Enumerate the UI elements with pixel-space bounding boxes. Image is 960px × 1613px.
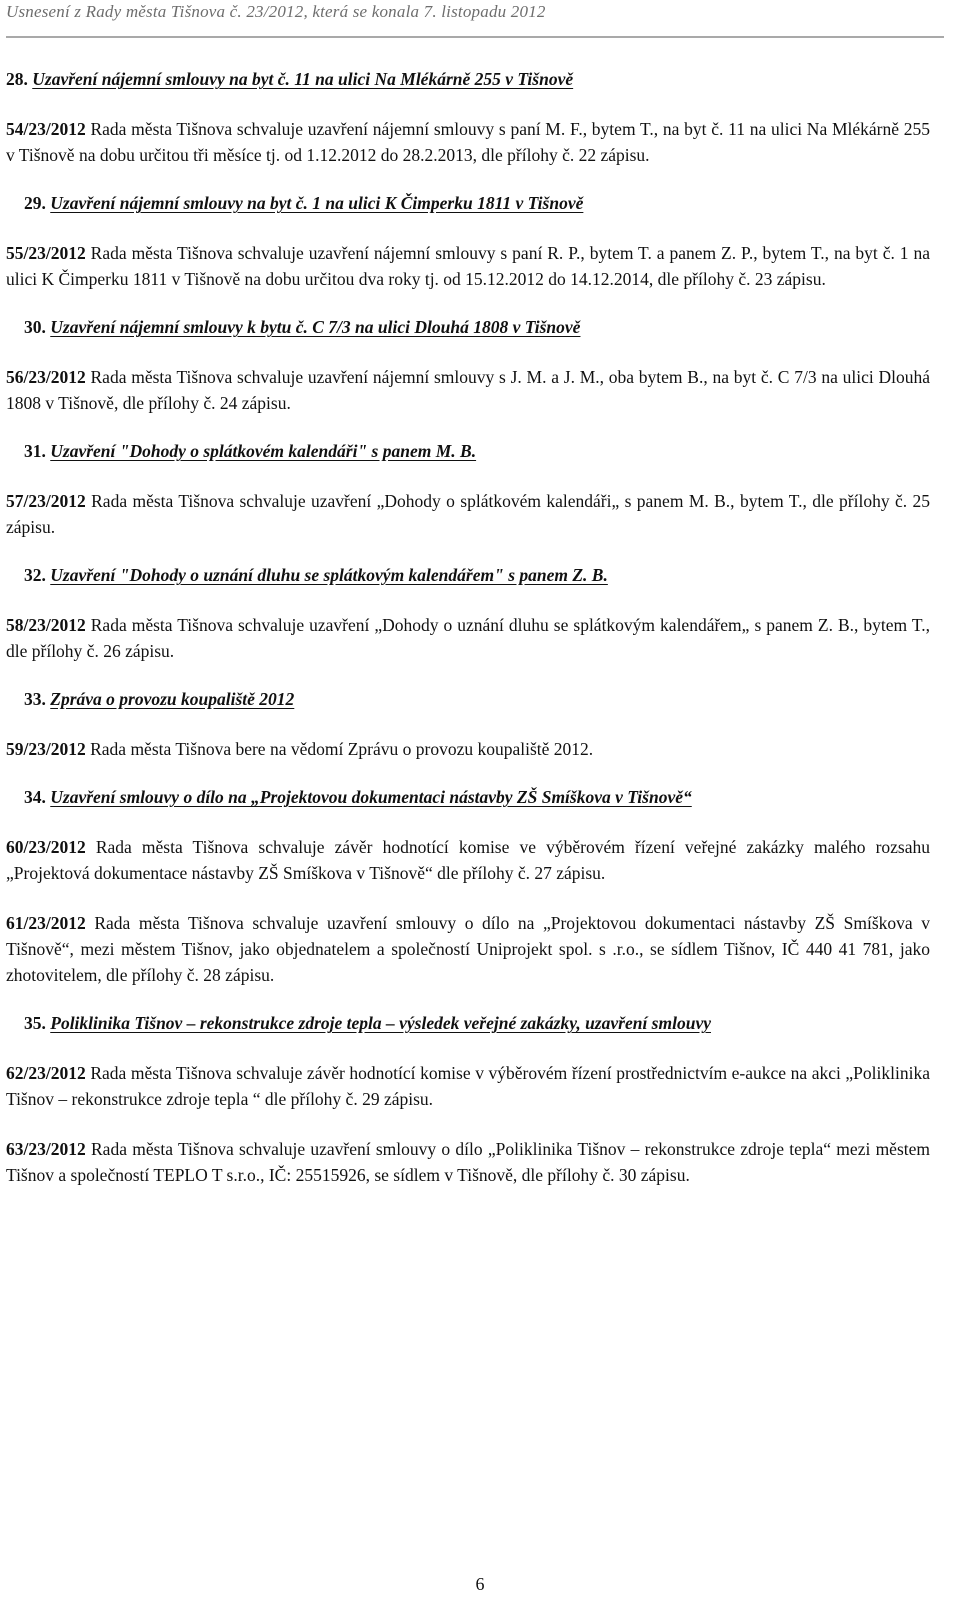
section-title: Uzavření nájemní smlouvy na byt č. 11 na ulici Na Mlékárně 255 v Tišnově bbox=[32, 69, 574, 89]
section-heading bbox=[6, 190, 930, 216]
page-number: 6 bbox=[475, 1574, 485, 1594]
resolution-text: Rada města Tišnova schvaluje uzavření nájemní smlouvy s paní R. P., bytem T. a panem Z. P., bytem T., na byt č. 1 na ulici K Čimperku 1811 v Tišnově na dobu určitou dva roky tj. od 15.12.2012 do 14.12.2014, dle přílohy č. 23 zápisu. bbox=[6, 243, 930, 289]
section-heading bbox=[6, 438, 930, 464]
resolution bbox=[6, 612, 930, 664]
resolution-id: 55/23/2012 bbox=[6, 243, 86, 263]
resolution bbox=[6, 364, 930, 416]
section-number: 30. bbox=[24, 317, 46, 337]
section-title: Uzavření "Dohody o uznání dluhu se splátkovým kalendářem" s panem Z. B. bbox=[50, 565, 608, 585]
section-number: 33. bbox=[24, 689, 46, 709]
resolution-id: 62/23/2012 bbox=[6, 1063, 86, 1083]
section-title: Uzavření "Dohody o splátkovém kalendáři" s panem M. B. bbox=[50, 441, 477, 461]
resolution-id: 60/23/2012 bbox=[6, 837, 86, 857]
resolution-text: Rada města Tišnova schvaluje uzavření smlouvy o dílo „Poliklinika Tišnov – rekonstrukce zdroje tepla“ mezi městem Tišnov a společností TEPLO T s.r.o., IČ: 25515926, se sídlem v Tišnově, dle přílohy č. 30 zápisu. bbox=[6, 1139, 931, 1185]
section-title: Uzavření smlouvy o dílo na „Projektovou dokumentaci nástavby ZŠ Smíškova v Tišnově“ bbox=[50, 787, 692, 807]
resolution bbox=[6, 116, 930, 168]
document-header: Usnesení z Rady města Tišnova č. 23/2012, která se konala 7. listopadu 2012 bbox=[6, 2, 546, 21]
resolution-text: Rada města Tišnova bere na vědomí Zprávu o provozu koupaliště 2012. bbox=[90, 739, 594, 759]
section-number: 28. bbox=[6, 69, 28, 89]
resolution bbox=[6, 1136, 930, 1188]
section-number: 35. bbox=[24, 1013, 46, 1033]
section-title: Poliklinika Tišnov – rekonstrukce zdroje tepla – výsledek veřejné zakázky, uzavření smlouvy bbox=[50, 1013, 711, 1033]
section-number: 31. bbox=[24, 441, 46, 461]
resolution bbox=[6, 834, 930, 886]
document-body bbox=[6, 66, 930, 1188]
resolution-text: Rada města Tišnova schvaluje uzavření „Dohody o uznání dluhu se splátkovým kalendářem„ s panem Z. B., bytem T., dle přílohy č. 26 zápisu. bbox=[6, 615, 931, 661]
section-number: 32. bbox=[24, 565, 46, 585]
resolution-text: Rada města Tišnova schvaluje závěr hodnotící komise v výběrovém řízení prostřednictvím e-aukce na akci „Poliklinika Tišnov – rekonstrukce zdroje tepla “ dle přílohy č. 29 zápisu. bbox=[6, 1063, 930, 1109]
resolution-id: 63/23/2012 bbox=[6, 1139, 86, 1159]
section-heading bbox=[6, 562, 930, 588]
resolution bbox=[6, 910, 930, 988]
resolution bbox=[6, 240, 930, 292]
resolution-text: Rada města Tišnova schvaluje uzavření „Dohody o splátkovém kalendáři„ s panem M. B., bytem T., dle přílohy č. 25 zápisu. bbox=[6, 491, 931, 537]
resolution-id: 56/23/2012 bbox=[6, 367, 86, 387]
resolution-text: Rada města Tišnova schvaluje závěr hodnotící komise ve výběrovém řízení veřejné zakázky malého rozsahu „Projektová dokumentace nástavby ZŠ Smíškova v Tišnově“ dle přílohy č. 27 zápisu. bbox=[6, 837, 931, 883]
resolution bbox=[6, 736, 930, 762]
section-heading bbox=[6, 784, 930, 810]
section-heading bbox=[6, 1010, 930, 1036]
section-title: Uzavření nájemní smlouvy k bytu č. C 7/3 na ulici Dlouhá 1808 v Tišnově bbox=[50, 317, 581, 337]
resolution bbox=[6, 1060, 930, 1112]
section-title: Uzavření nájemní smlouvy na byt č. 1 na ulici K Čimperku 1811 v Tišnově bbox=[50, 193, 584, 213]
section-number: 34. bbox=[24, 787, 46, 807]
resolution-id: 58/23/2012 bbox=[6, 615, 86, 635]
resolution-text: Rada města Tišnova schvaluje uzavření smlouvy o dílo na „Projektovou dokumentaci nástavby ZŠ Smíškova v Tišnově“, mezi městem Tišnov, jako objednatelem a společností Uniprojekt spol. s .r.o., se sídlem Tišnov, IČ 440 41 781, jako zhotovitelem, dle přílohy č. 28 zápisu. bbox=[6, 913, 931, 985]
resolution-id: 54/23/2012 bbox=[6, 119, 86, 139]
resolution-text: Rada města Tišnova schvaluje uzavření nájemní smlouvy s paní M. F., bytem T., na byt č. 11 na ulici Na Mlékárně 255 v Tišnově na dobu určitou tři měsíce tj. od 1.12.2012 do 28.2.2013, dle přílohy č. 22 zápisu. bbox=[6, 119, 931, 165]
section-heading bbox=[6, 686, 930, 712]
resolution-text: Rada města Tišnova schvaluje uzavření nájemní smlouvy s J. M. a J. M., oba bytem B., na byt č. C 7/3 na ulici Dlouhá 1808 v Tišnově, dle přílohy č. 24 zápisu. bbox=[6, 367, 931, 413]
resolution bbox=[6, 488, 930, 540]
resolution-id: 57/23/2012 bbox=[6, 491, 86, 511]
header-divider bbox=[6, 36, 944, 38]
section-number: 29. bbox=[24, 193, 46, 213]
section-title: Zpráva o provozu koupaliště 2012 bbox=[50, 689, 295, 709]
resolution-id: 59/23/2012 bbox=[6, 739, 86, 759]
resolution-id: 61/23/2012 bbox=[6, 913, 86, 933]
section-heading bbox=[6, 314, 930, 340]
section-heading bbox=[6, 66, 930, 92]
